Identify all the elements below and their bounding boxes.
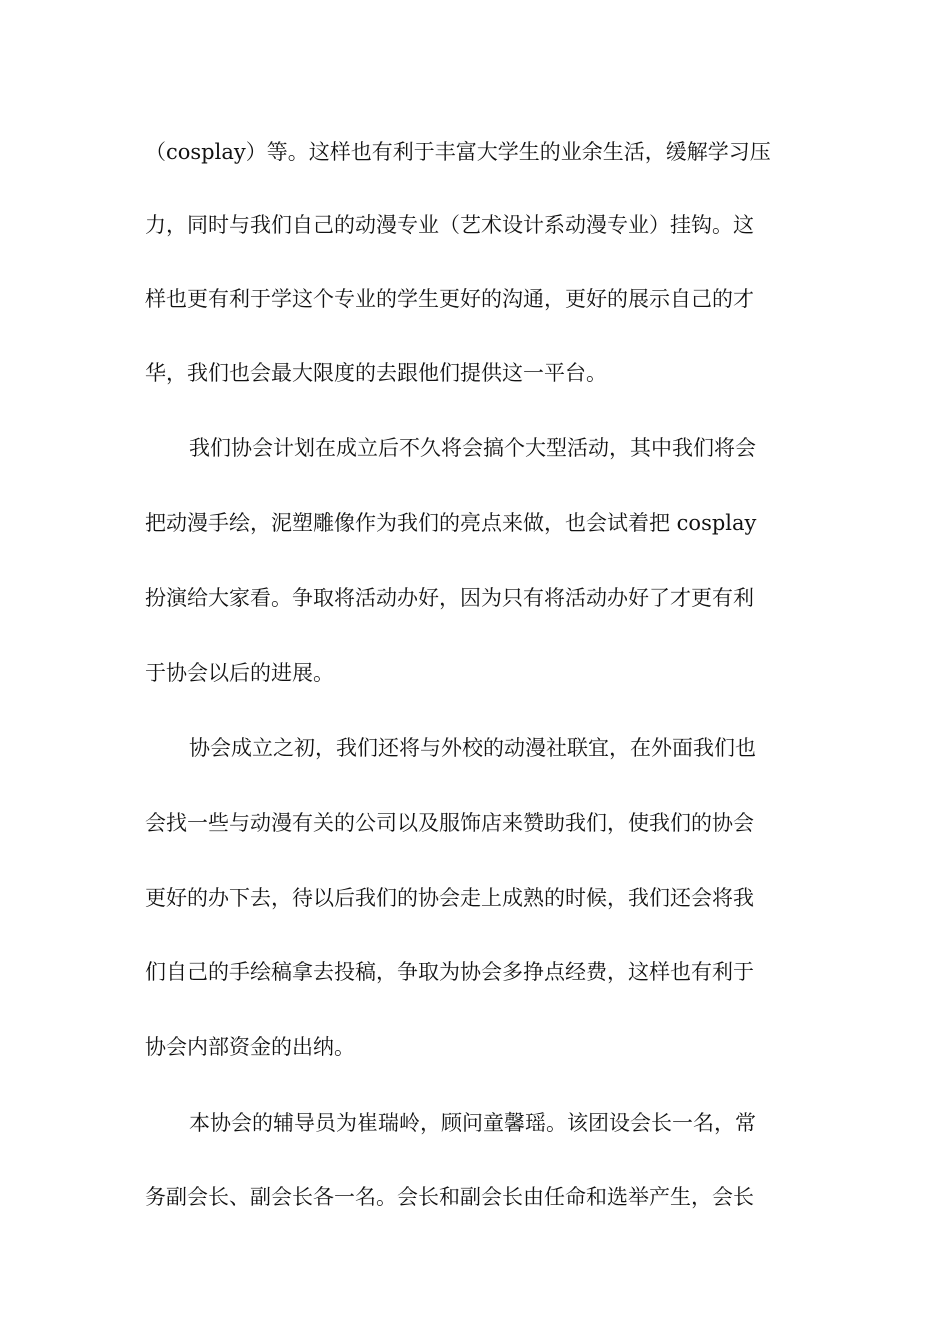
text-line-8: 于协会以后的进展。 xyxy=(145,661,334,685)
text-line-12: 们自己的手绘稿拿去投稿，争取为协会多挣点经费，这样也有利于 xyxy=(145,960,754,984)
text-line-13: 协会内部资金的出纳。 xyxy=(145,1035,355,1059)
text-line-4: 华，我们也会最大限度的去跟他们提供这一平台。 xyxy=(145,361,607,385)
text-line-3: 样也更有利于学这个专业的学生更好的沟通，更好的展示自己的才 xyxy=(145,287,754,311)
text-line-9: 协会成立之初，我们还将与外校的动漫社联宜，在外面我们也 xyxy=(189,736,756,760)
text-line-1: （cosplay）等。这样也有利于丰富大学生的业余生活，缓解学习压 xyxy=(145,140,771,164)
text-line-7: 扮演给大家看。争取将活动办好，因为只有将活动办好了才更有利 xyxy=(145,586,754,610)
text-line-10: 会找一些与动漫有关的公司以及服饰店来赞助我们，使我们的协会 xyxy=(145,811,754,835)
text-line-5: 我们协会计划在成立后不久将会搞个大型活动，其中我们将会 xyxy=(189,436,756,460)
text-line-15: 务副会长、副会长各一名。会长和副会长由任命和选举产生，会长 xyxy=(145,1185,754,1209)
text-line-2: 力，同时与我们自己的动漫专业（艺术设计系动漫专业）挂钩。这 xyxy=(145,213,754,237)
text-line-6: 把动漫手绘，泥塑雕像作为我们的亮点来做，也会试着把 cosplay xyxy=(145,511,757,535)
text-line-14: 本协会的辅导员为崔瑞岭，顾问童馨瑶。该团设会长一名，常 xyxy=(189,1111,756,1135)
text-line-11: 更好的办下去，待以后我们的协会走上成熟的时候，我们还会将我 xyxy=(145,886,754,910)
